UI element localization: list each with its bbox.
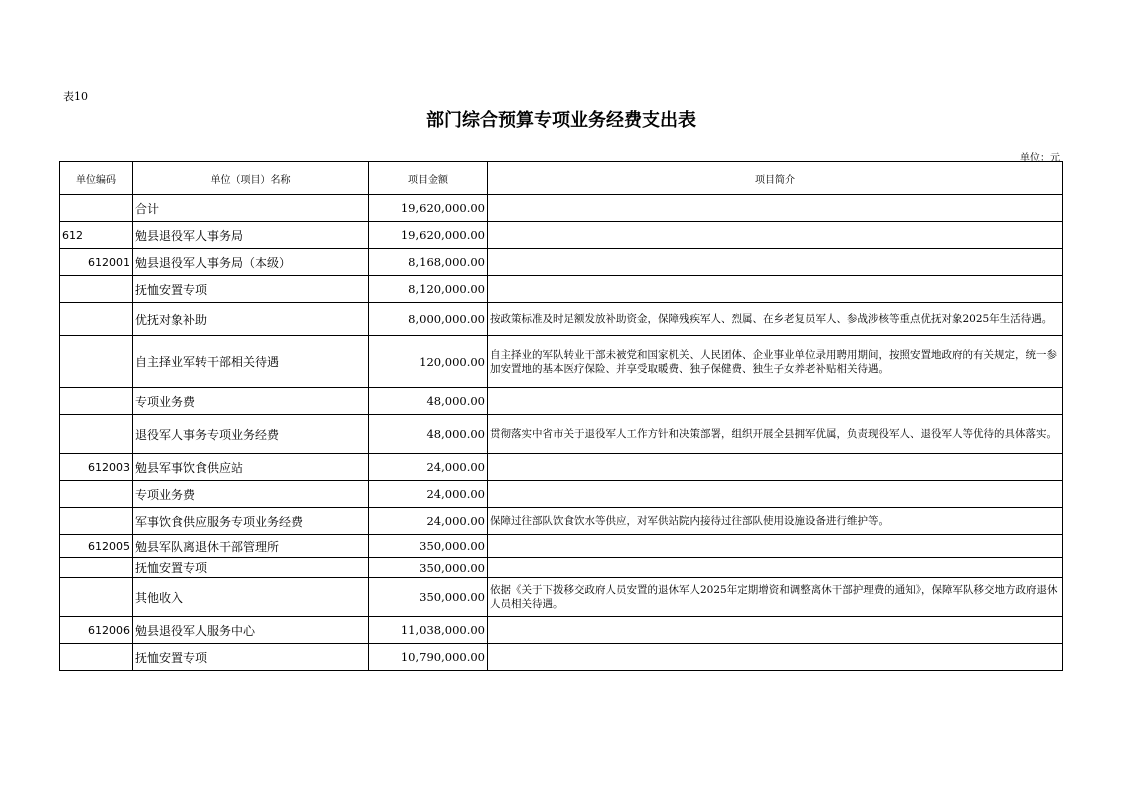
row-name: 专项业务费 (133, 388, 369, 415)
row-name: 优抚对象补助 (133, 303, 369, 336)
row-name: 其他收入 (133, 578, 369, 617)
row-code (60, 481, 133, 508)
table-row (60, 249, 1063, 276)
row-code: 612001 (60, 249, 133, 276)
row-desc: 贯彻落实中省市关于退役军人工作方针和决策部署，组织开展全县拥军优属，负责现役军人、退役军人等优待的具体落实。 (488, 415, 1063, 454)
table-row (60, 578, 1063, 617)
row-amount: 48,000.00 (369, 388, 488, 415)
table-header-row (60, 162, 1063, 195)
table-row (60, 222, 1063, 249)
row-code (60, 336, 133, 388)
row-code (60, 578, 133, 617)
row-desc (488, 644, 1063, 671)
table-row (60, 481, 1063, 508)
row-code (60, 415, 133, 454)
row-amount: 24,000.00 (369, 481, 488, 508)
row-name: 军事饮食供应服务专项业务经费 (133, 508, 369, 535)
row-desc (488, 617, 1063, 644)
row-desc (488, 558, 1063, 578)
row-code: 612006 (60, 617, 133, 644)
table-row (60, 195, 1063, 222)
header-desc: 项目简介 (488, 162, 1063, 195)
table-row (60, 558, 1063, 578)
row-code (60, 644, 133, 671)
table-row (60, 508, 1063, 535)
row-desc (488, 454, 1063, 481)
row-code (60, 388, 133, 415)
row-desc (488, 276, 1063, 303)
row-amount: 19,620,000.00 (369, 195, 488, 222)
unit-label: 单位：元 (1020, 153, 1060, 164)
row-code: 612 (60, 222, 133, 249)
row-amount: 350,000.00 (369, 558, 488, 578)
row-code: 612005 (60, 535, 133, 558)
table-number: 表10 (63, 90, 88, 103)
row-desc (488, 388, 1063, 415)
table-row (60, 303, 1063, 336)
table-row (60, 388, 1063, 415)
row-desc: 按政策标准及时足额发放补助资金，保障残疾军人、烈属、在乡老复员军人、参战涉核等重点优抚对象2025年生活待遇。 (488, 303, 1063, 336)
row-name: 退役军人事务专项业务经费 (133, 415, 369, 454)
row-name: 勉县退役军人事务局（本级） (133, 249, 369, 276)
table-row (60, 535, 1063, 558)
row-amount: 8,168,000.00 (369, 249, 488, 276)
table-row (60, 415, 1063, 454)
row-code (60, 558, 133, 578)
row-desc (488, 535, 1063, 558)
row-code (60, 508, 133, 535)
row-name: 勉县军事饮食供应站 (133, 454, 369, 481)
row-desc: 自主择业的军队转业干部未被党和国家机关、人民团体、企业事业单位录用聘用期间，按照安置地政府的有关规定，统一参加安置地的基本医疗保险、并享受取暖费、独子保健费、独生子女养老补贴相关待遇。 (488, 336, 1063, 388)
row-amount: 120,000.00 (369, 336, 488, 388)
row-desc (488, 249, 1063, 276)
row-amount: 350,000.00 (369, 535, 488, 558)
row-desc (488, 481, 1063, 508)
row-name: 勉县军队离退休干部管理所 (133, 535, 369, 558)
table-row (60, 454, 1063, 481)
row-code (60, 195, 133, 222)
budget-table (59, 161, 1063, 671)
row-amount: 8,000,000.00 (369, 303, 488, 336)
header-code: 单位编码 (60, 162, 133, 195)
header-name: 单位（项目）名称 (133, 162, 369, 195)
row-name: 抚恤安置专项 (133, 644, 369, 671)
row-desc (488, 195, 1063, 222)
row-amount: 10,790,000.00 (369, 644, 488, 671)
row-amount: 350,000.00 (369, 578, 488, 617)
row-amount: 48,000.00 (369, 415, 488, 454)
table-row (60, 336, 1063, 388)
row-name: 勉县退役军人服务中心 (133, 617, 369, 644)
row-name: 专项业务费 (133, 481, 369, 508)
table-row (60, 644, 1063, 671)
row-name: 自主择业军转干部相关待遇 (133, 336, 369, 388)
row-desc: 依据《关于下拨移交政府人员安置的退休军人2025年定期增资和调整离休干部护理费的通知》，保障军队移交地方政府退休人员相关待遇。 (488, 578, 1063, 617)
row-code: 612003 (60, 454, 133, 481)
page-title: 部门综合预算专项业务经费支出表 (426, 110, 696, 131)
row-desc (488, 222, 1063, 249)
table-row (60, 276, 1063, 303)
table-row (60, 617, 1063, 644)
header-amount: 项目金额 (369, 162, 488, 195)
row-amount: 19,620,000.00 (369, 222, 488, 249)
row-name: 勉县退役军人事务局 (133, 222, 369, 249)
row-amount: 24,000.00 (369, 454, 488, 481)
row-name: 合计 (133, 195, 369, 222)
row-amount: 11,038,000.00 (369, 617, 488, 644)
row-amount: 8,120,000.00 (369, 276, 488, 303)
row-amount: 24,000.00 (369, 508, 488, 535)
row-name: 抚恤安置专项 (133, 276, 369, 303)
row-name: 抚恤安置专项 (133, 558, 369, 578)
row-code (60, 303, 133, 336)
row-desc: 保障过往部队饮食饮水等供应，对军供站院内接待过往部队使用设施设备进行维护等。 (488, 508, 1063, 535)
row-code (60, 276, 133, 303)
